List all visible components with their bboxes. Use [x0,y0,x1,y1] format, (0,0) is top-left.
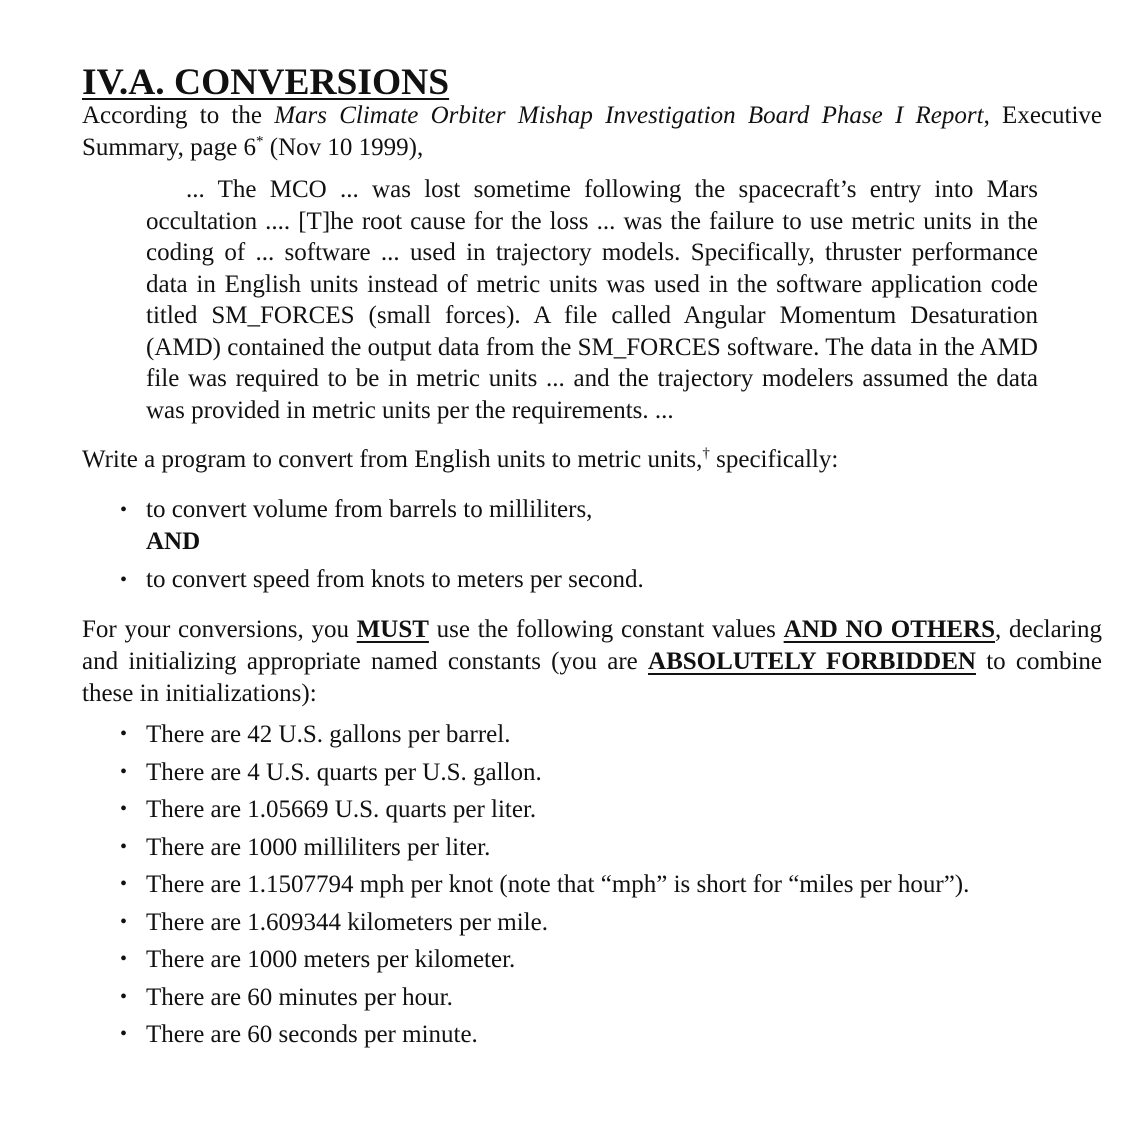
bullet-icon: • [120,835,128,858]
constant-text: There are 1.05669 U.S. quarts per liter. [146,796,537,823]
bullet-icon: • [120,723,128,745]
constants-list [82,716,1102,1054]
must-emphasis: MUST [356,616,429,643]
constant-text: There are 1.609344 kilometers per mile. [146,908,548,936]
task-item-text: to convert volume from barrels to milliliters, [146,496,593,523]
task-after: specifically: [709,446,839,473]
footnote-mark-dagger: † [702,445,710,462]
list-item [82,979,1102,1017]
rules-text: For your conversions, you [82,616,357,643]
and-label: AND [146,528,201,555]
list-item [82,1016,1102,1054]
constant-text: There are 1000 meters per kilometer. [146,946,516,973]
bullet-icon: • [120,760,128,783]
bullet-icon: • [120,948,128,970]
intro-before: According to the [82,102,275,129]
document-page [82,62,1103,1054]
footnote-mark-star: * [256,133,264,150]
list-item [82,866,1102,904]
list-item [82,564,1102,596]
bullet-icon: • [120,873,128,895]
constant-text: There are 60 minutes per hour. [146,983,453,1011]
block-quote [146,174,1038,426]
task-item-text: to convert speed from knots to meters per second. [146,566,644,593]
intro-after: , Executive Summary, page 6 [82,102,1102,161]
list-item [82,791,1102,829]
task-paragraph [82,444,1102,476]
intro-date: (Nov 10 1999), [263,134,424,161]
constant-text: There are 60 seconds per minute. [146,1021,478,1048]
rules-paragraph [82,614,1102,710]
rules-text: to combine these in initializations): [82,648,1103,707]
constant-text: There are 1.1507794 mph per knot (note that “mph” is short for “miles per hour”). [146,871,970,898]
intro-paragraph [82,100,1102,164]
constant-text: There are 42 U.S. gallons per barrel. [146,721,511,748]
bullet-icon: • [120,798,128,820]
and-no-others-emphasis: AND NO OTHERS [783,616,995,643]
task-before: Write a program to convert from English units to metric units, [82,446,703,473]
constant-text: There are 1000 milliliters per liter. [146,833,491,861]
constant-text: There are 4 U.S. quarts per U.S. gallon. [146,758,542,786]
section-heading: IV.A. CONVERSIONS [82,62,450,103]
bullet-icon: • [120,910,128,933]
task-list [82,494,1102,596]
list-item [82,494,1102,558]
report-title: Mars Climate Orbiter Mishap Investigation Board Phase I Report [274,102,984,129]
bullet-icon: • [120,499,128,521]
rules-text: , declaring and initializing appropriate named constants (you are [82,616,1102,675]
rules-text: use the following constant values [428,616,784,643]
forbidden-emphasis: ABSOLUTELY FORBIDDEN [648,648,976,675]
list-item [82,904,1102,942]
bullet-icon: • [120,569,128,591]
list-item [82,941,1102,979]
quote-text: ... The MCO ... was lost sometime following the spacecraft’s entry into Mars occultation .... [T]he root cause for the loss ... was the failure to use metric units in the coding of ... software ... used in trajectory models. Specifically, thruster performance data in English units instead of metric units was used in the software application code titled SM_FORCES (small forces). A file called Angular Momentum Desaturation (AMD) contained the output data from the SM_FORCES software. The data in the AMD file was required to be in metric units ... and the trajectory modelers assumed the data was provided in metric units per the requirements. ... [146,176,1038,424]
bullet-icon: • [120,1023,128,1045]
list-item [82,716,1102,754]
list-item [82,754,1102,792]
bullet-icon: • [120,985,128,1008]
list-item [82,829,1102,867]
